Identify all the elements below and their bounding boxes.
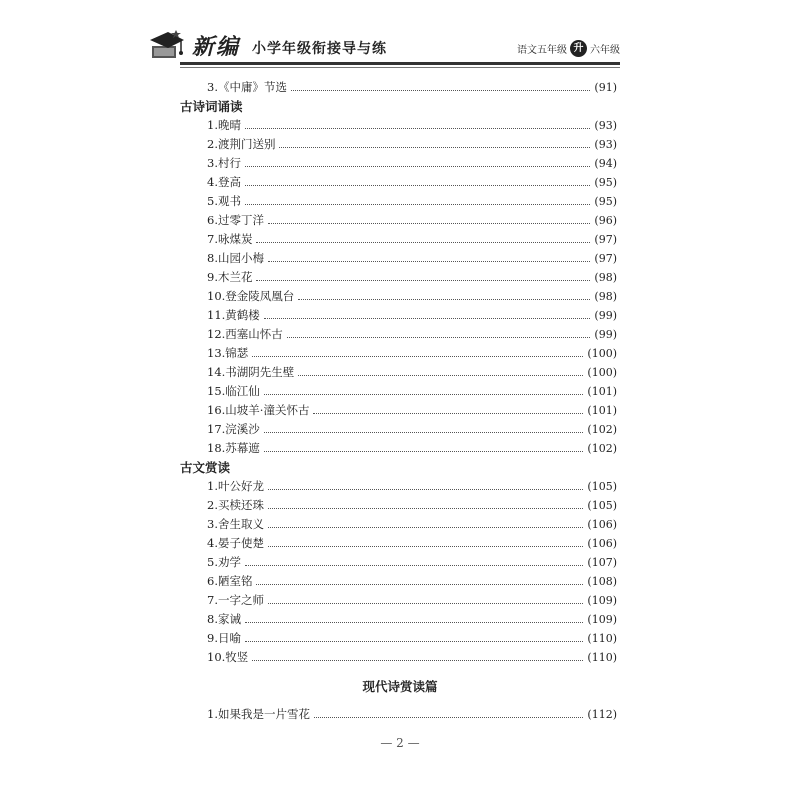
toc-entry-title: 9.木兰花 xyxy=(207,270,253,284)
toc-entry[interactable] xyxy=(207,401,617,419)
toc-entry-title: 10.牧竖 xyxy=(207,650,249,664)
toc-entry-page: (93) xyxy=(594,137,617,151)
toc-entry-page: (107) xyxy=(587,555,617,569)
grade-badge-icon: 升 xyxy=(570,40,587,57)
toc-entry-page: (105) xyxy=(587,479,617,493)
toc-entry[interactable] xyxy=(207,135,617,153)
toc-entry-page: (98) xyxy=(594,289,617,303)
dot-leader xyxy=(264,450,584,452)
toc-entry-title: 2.渡荆门送别 xyxy=(207,137,276,151)
dot-leader xyxy=(264,317,591,319)
toc-entry-title: 6.陋室铭 xyxy=(207,574,253,588)
toc-entry[interactable] xyxy=(207,610,617,628)
dot-leader xyxy=(245,184,590,186)
toc-entry-page: (108) xyxy=(587,574,617,588)
toc-entry-page: (95) xyxy=(594,194,617,208)
dot-leader xyxy=(268,507,583,509)
dot-leader xyxy=(279,146,590,148)
toc-entry-title: 5.劝学 xyxy=(207,555,241,569)
toc-entry[interactable] xyxy=(207,268,617,286)
dot-leader xyxy=(268,545,583,547)
dot-leader xyxy=(245,621,583,623)
toc-entry-page: (95) xyxy=(594,175,617,189)
toc-entry-title: 13.锦瑟 xyxy=(207,346,249,360)
grade-to: 六年级 xyxy=(590,45,620,56)
toc-entry-page: (99) xyxy=(594,308,617,322)
toc-entry-page: (91) xyxy=(594,80,617,94)
dot-leader xyxy=(245,564,583,566)
brand-title: 新编 xyxy=(192,34,241,60)
toc-entry-page: (100) xyxy=(587,346,617,360)
toc-entry[interactable] xyxy=(207,287,617,305)
section-heading: 古文赏读 xyxy=(180,460,231,475)
toc-entry[interactable] xyxy=(207,534,617,552)
toc-entry[interactable] xyxy=(207,629,617,647)
toc-entry-page: (96) xyxy=(594,213,617,227)
dot-leader xyxy=(256,279,590,281)
dot-leader xyxy=(268,260,590,262)
dot-leader xyxy=(268,488,583,490)
toc-entry-title: 4.晏子使楚 xyxy=(207,536,264,550)
toc-entry-page: (94) xyxy=(594,156,617,170)
toc-entry-title: 1.如果我是一片雪花 xyxy=(207,707,310,721)
toc-entry-title: 12.西塞山怀古 xyxy=(207,327,283,341)
toc-entry-title: 7.一字之师 xyxy=(207,593,264,607)
toc-entry[interactable] xyxy=(207,496,617,514)
toc-entry[interactable] xyxy=(207,306,617,324)
toc-entry-page: (110) xyxy=(587,631,617,645)
toc-entry-page: (100) xyxy=(587,365,617,379)
toc-entry-title: 14.书湖阴先生壁 xyxy=(207,365,295,379)
toc-entry-page: (106) xyxy=(587,517,617,531)
dot-leader xyxy=(245,203,590,205)
toc-entry[interactable] xyxy=(207,249,617,267)
section-heading: 古诗词诵读 xyxy=(180,99,243,114)
dot-leader xyxy=(314,716,583,718)
dot-leader xyxy=(256,241,590,243)
toc-entry-page: (106) xyxy=(587,536,617,550)
toc-entry-title: 4.登高 xyxy=(207,175,241,189)
toc-entry-page: (112) xyxy=(587,707,617,721)
toc-entry[interactable] xyxy=(207,325,617,343)
toc-entry[interactable] xyxy=(207,648,617,666)
toc-entry-page: (109) xyxy=(587,612,617,626)
grade-from: 语文五年级 xyxy=(517,45,567,56)
toc-entry[interactable] xyxy=(207,230,617,248)
dot-leader xyxy=(264,431,584,433)
toc-entry[interactable] xyxy=(207,477,617,495)
toc-entry[interactable] xyxy=(207,420,617,438)
toc-entry-title: 16.山坡羊·潼关怀古 xyxy=(207,403,310,417)
toc-entry[interactable] xyxy=(207,363,617,381)
toc-entry-page: (98) xyxy=(594,270,617,284)
part-heading: 现代诗赏读篇 xyxy=(362,679,438,694)
dot-leader xyxy=(268,526,583,528)
toc-entry-title: 8.家诫 xyxy=(207,612,241,626)
dot-leader xyxy=(268,222,590,224)
dot-leader xyxy=(287,336,591,338)
toc-entry-title: 15.临江仙 xyxy=(207,384,260,398)
dot-leader xyxy=(245,165,590,167)
toc-entry[interactable] xyxy=(207,572,617,590)
toc-entry-page: (99) xyxy=(594,327,617,341)
dot-leader xyxy=(298,374,583,376)
dot-leader xyxy=(313,412,583,414)
toc-entry-title: 10.登金陵凤凰台 xyxy=(207,289,295,303)
toc-entry-page: (105) xyxy=(587,498,617,512)
toc-entry[interactable] xyxy=(207,705,617,723)
toc-entry-title: 1.叶公好龙 xyxy=(207,479,264,493)
dot-leader xyxy=(245,127,590,129)
dot-leader xyxy=(252,355,583,357)
toc-entry[interactable] xyxy=(207,515,617,533)
toc-entry[interactable] xyxy=(207,211,617,229)
toc-entry-page: (109) xyxy=(587,593,617,607)
toc-entry-title: 6.过零丁洋 xyxy=(207,213,264,227)
toc-entry-page: (110) xyxy=(587,650,617,664)
toc-entry-title: 2.买椟还珠 xyxy=(207,498,264,512)
dot-leader xyxy=(245,640,583,642)
page-number: — 2 — xyxy=(380,736,420,750)
dot-leader xyxy=(264,393,584,395)
toc-entry[interactable] xyxy=(207,382,617,400)
toc-entry[interactable] xyxy=(207,116,617,134)
toc-entry-page: (93) xyxy=(594,118,617,132)
toc-entry-page: (101) xyxy=(587,403,617,417)
toc-entry-page: (102) xyxy=(587,422,617,436)
dot-leader xyxy=(268,602,583,604)
toc-entry[interactable] xyxy=(207,173,617,191)
toc-entry[interactable] xyxy=(207,78,617,96)
series-subtitle: 小学年级衔接导与练 xyxy=(252,41,387,57)
toc-entry-title: 5.观书 xyxy=(207,194,241,208)
toc-entry[interactable] xyxy=(207,439,617,457)
dot-leader xyxy=(298,298,590,300)
toc-entry-title: 3.村行 xyxy=(207,156,241,170)
toc-entry-title: 18.苏幕遮 xyxy=(207,441,260,455)
toc-entry[interactable] xyxy=(207,154,617,172)
toc-entry[interactable] xyxy=(207,553,617,571)
toc-entry-page: (97) xyxy=(594,232,617,246)
toc-entry[interactable] xyxy=(207,591,617,609)
toc-entry-page: (101) xyxy=(587,384,617,398)
toc-entry[interactable] xyxy=(207,192,617,210)
toc-entry-page: (97) xyxy=(594,251,617,265)
dot-leader xyxy=(256,583,583,585)
toc-entry-title: 7.咏煤炭 xyxy=(207,232,253,246)
toc-entry[interactable] xyxy=(207,344,617,362)
toc-entry-title: 9.日喻 xyxy=(207,631,241,645)
toc-entry-title: 11.黄鹤楼 xyxy=(207,308,260,322)
toc-entry-title: 17.浣溪沙 xyxy=(207,422,260,436)
dot-leader xyxy=(252,659,583,661)
toc-entry-title: 3.《中庸》节选 xyxy=(207,80,287,94)
dot-leader xyxy=(291,89,590,91)
toc-entry-title: 1.晚晴 xyxy=(207,118,241,132)
toc-entry-title: 3.舍生取义 xyxy=(207,517,264,531)
toc-entry-title: 8.山园小梅 xyxy=(207,251,264,265)
toc-entry-page: (102) xyxy=(587,441,617,455)
